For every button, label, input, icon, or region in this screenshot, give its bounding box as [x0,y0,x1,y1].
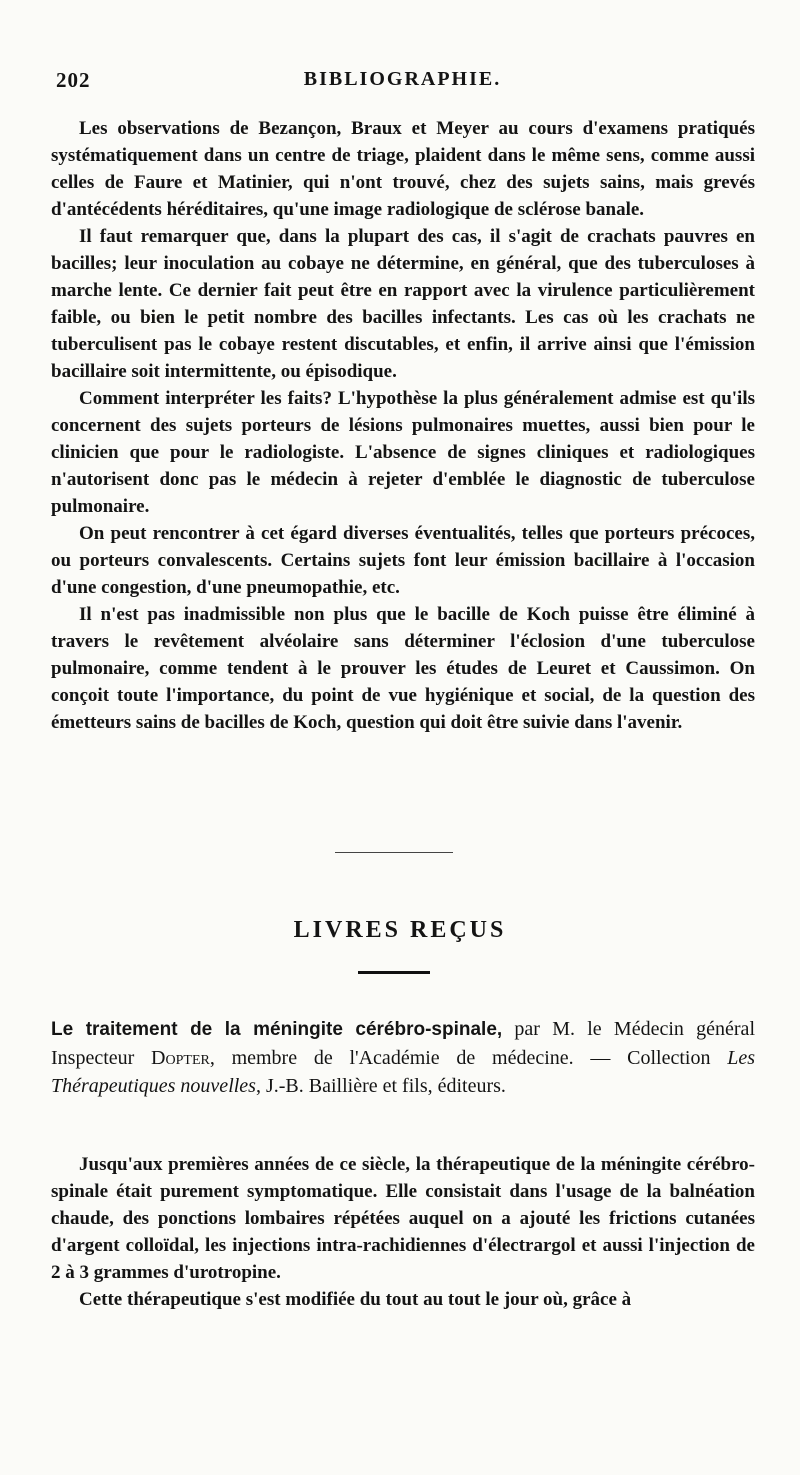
paragraph: Les observations de Bezançon, Braux et Meyer au cours d'examens pratiqués systématiquement dans un centre de triage, plaident dans le même sens, comme aussi celles de Faure et Matinier, qui n'ont trouvé, chez des sujets sains, mais grevés d'antécédents héréditaires, qu'une image radiologique de sclérose banale. [51,118,755,220]
section-divider [335,852,453,853]
book-publisher: , J.-B. Baillière et fils, éditeurs. [255,1075,506,1097]
paragraph: Il faut remarquer que, dans la plupart des cas, il s'agit de crachats pauvres en bacilles; leur inoculation au cobaye ne détermine, en général, que des tuberculoses à marche lente. Ce dernier fait peut être en rapport avec la virulence particulièrement faible, ou bien le petit nombre des bacilles infectants. Les cas où les crachats ne tuberculisent pas le cobaye restent discutables, et enfin, il arrive ainsi que l'émission bacillaire soit intermittente, ou épisodique. [51,226,755,382]
section-heading: LIVRES REÇUS [293,917,507,943]
paragraph: Il n'est pas inadmissible non plus que le bacille de Koch puisse être éliminé à travers le revêtement alvéolaire sans déterminer l'éclosion d'une tuberculose pulmonaire, comme tendent à le prouver les études de Leuret et Caussimon. On conçoit toute l'importance, du point de vue hygiénique et social, de la question des émetteurs sains de bacilles de Koch, question qui doit être suivie dans l'avenir. [51,604,755,733]
paragraph: Jusqu'aux premières années de ce siècle, la thérapeutique de la méningite cérébro-spinale était purement symptomatique. Elle consistait dans l'usage de la balnéation chaude, des ponctions lombaires répétées auquel on a ajouté les frictions cutanées d'argent colloïdal, les injections intra-rachidiennes d'électrargol et aussi l'injection de 2 à 3 grammes d'urotropine. [51,1154,755,1283]
book-collection: Les Thérapeutiques nouvelles [51,1047,756,1097]
book-entry [51,1015,755,1100]
book-title: Le traitement de la méningite cérébro-spinale, [51,1019,503,1040]
book-author: Dopter [151,1047,210,1069]
book-review-text [51,1151,755,1313]
running-head: BIBLIOGRAPHIE. [303,68,502,90]
bibliography-text [51,115,755,736]
heading-underline [358,971,430,974]
paragraph: Cette thérapeutique s'est modifiée du tout au tout le jour où, grâce à [79,1289,632,1310]
page-header [50,68,755,108]
paragraph: Comment interpréter les faits? L'hypothèse la plus généralement admise est qu'ils concernent des sujets porteurs de lésions pulmonaires muettes, aussi bien pour le clinicien que pour le radiologiste. L'absence de signes cliniques et radiologiques n'autorisent donc pas le médecin à rejeter d'emblée le diagnostic de tuberculose pulmonaire. [51,388,755,517]
book-entry-text: par M. le Médecin général Inspecteur [51,1018,755,1069]
book-entry-text: , membre de l'Académie de médecine. — Collection [209,1047,728,1069]
paragraph: On peut rencontrer à cet égard diverses éventualités, telles que porteurs précoces, ou porteurs convalescents. Certains sujets font leur émission bacillaire à l'occasion d'une congestion, d'une pneumopathie, etc. [51,523,755,598]
page-number: 202 [56,68,91,92]
